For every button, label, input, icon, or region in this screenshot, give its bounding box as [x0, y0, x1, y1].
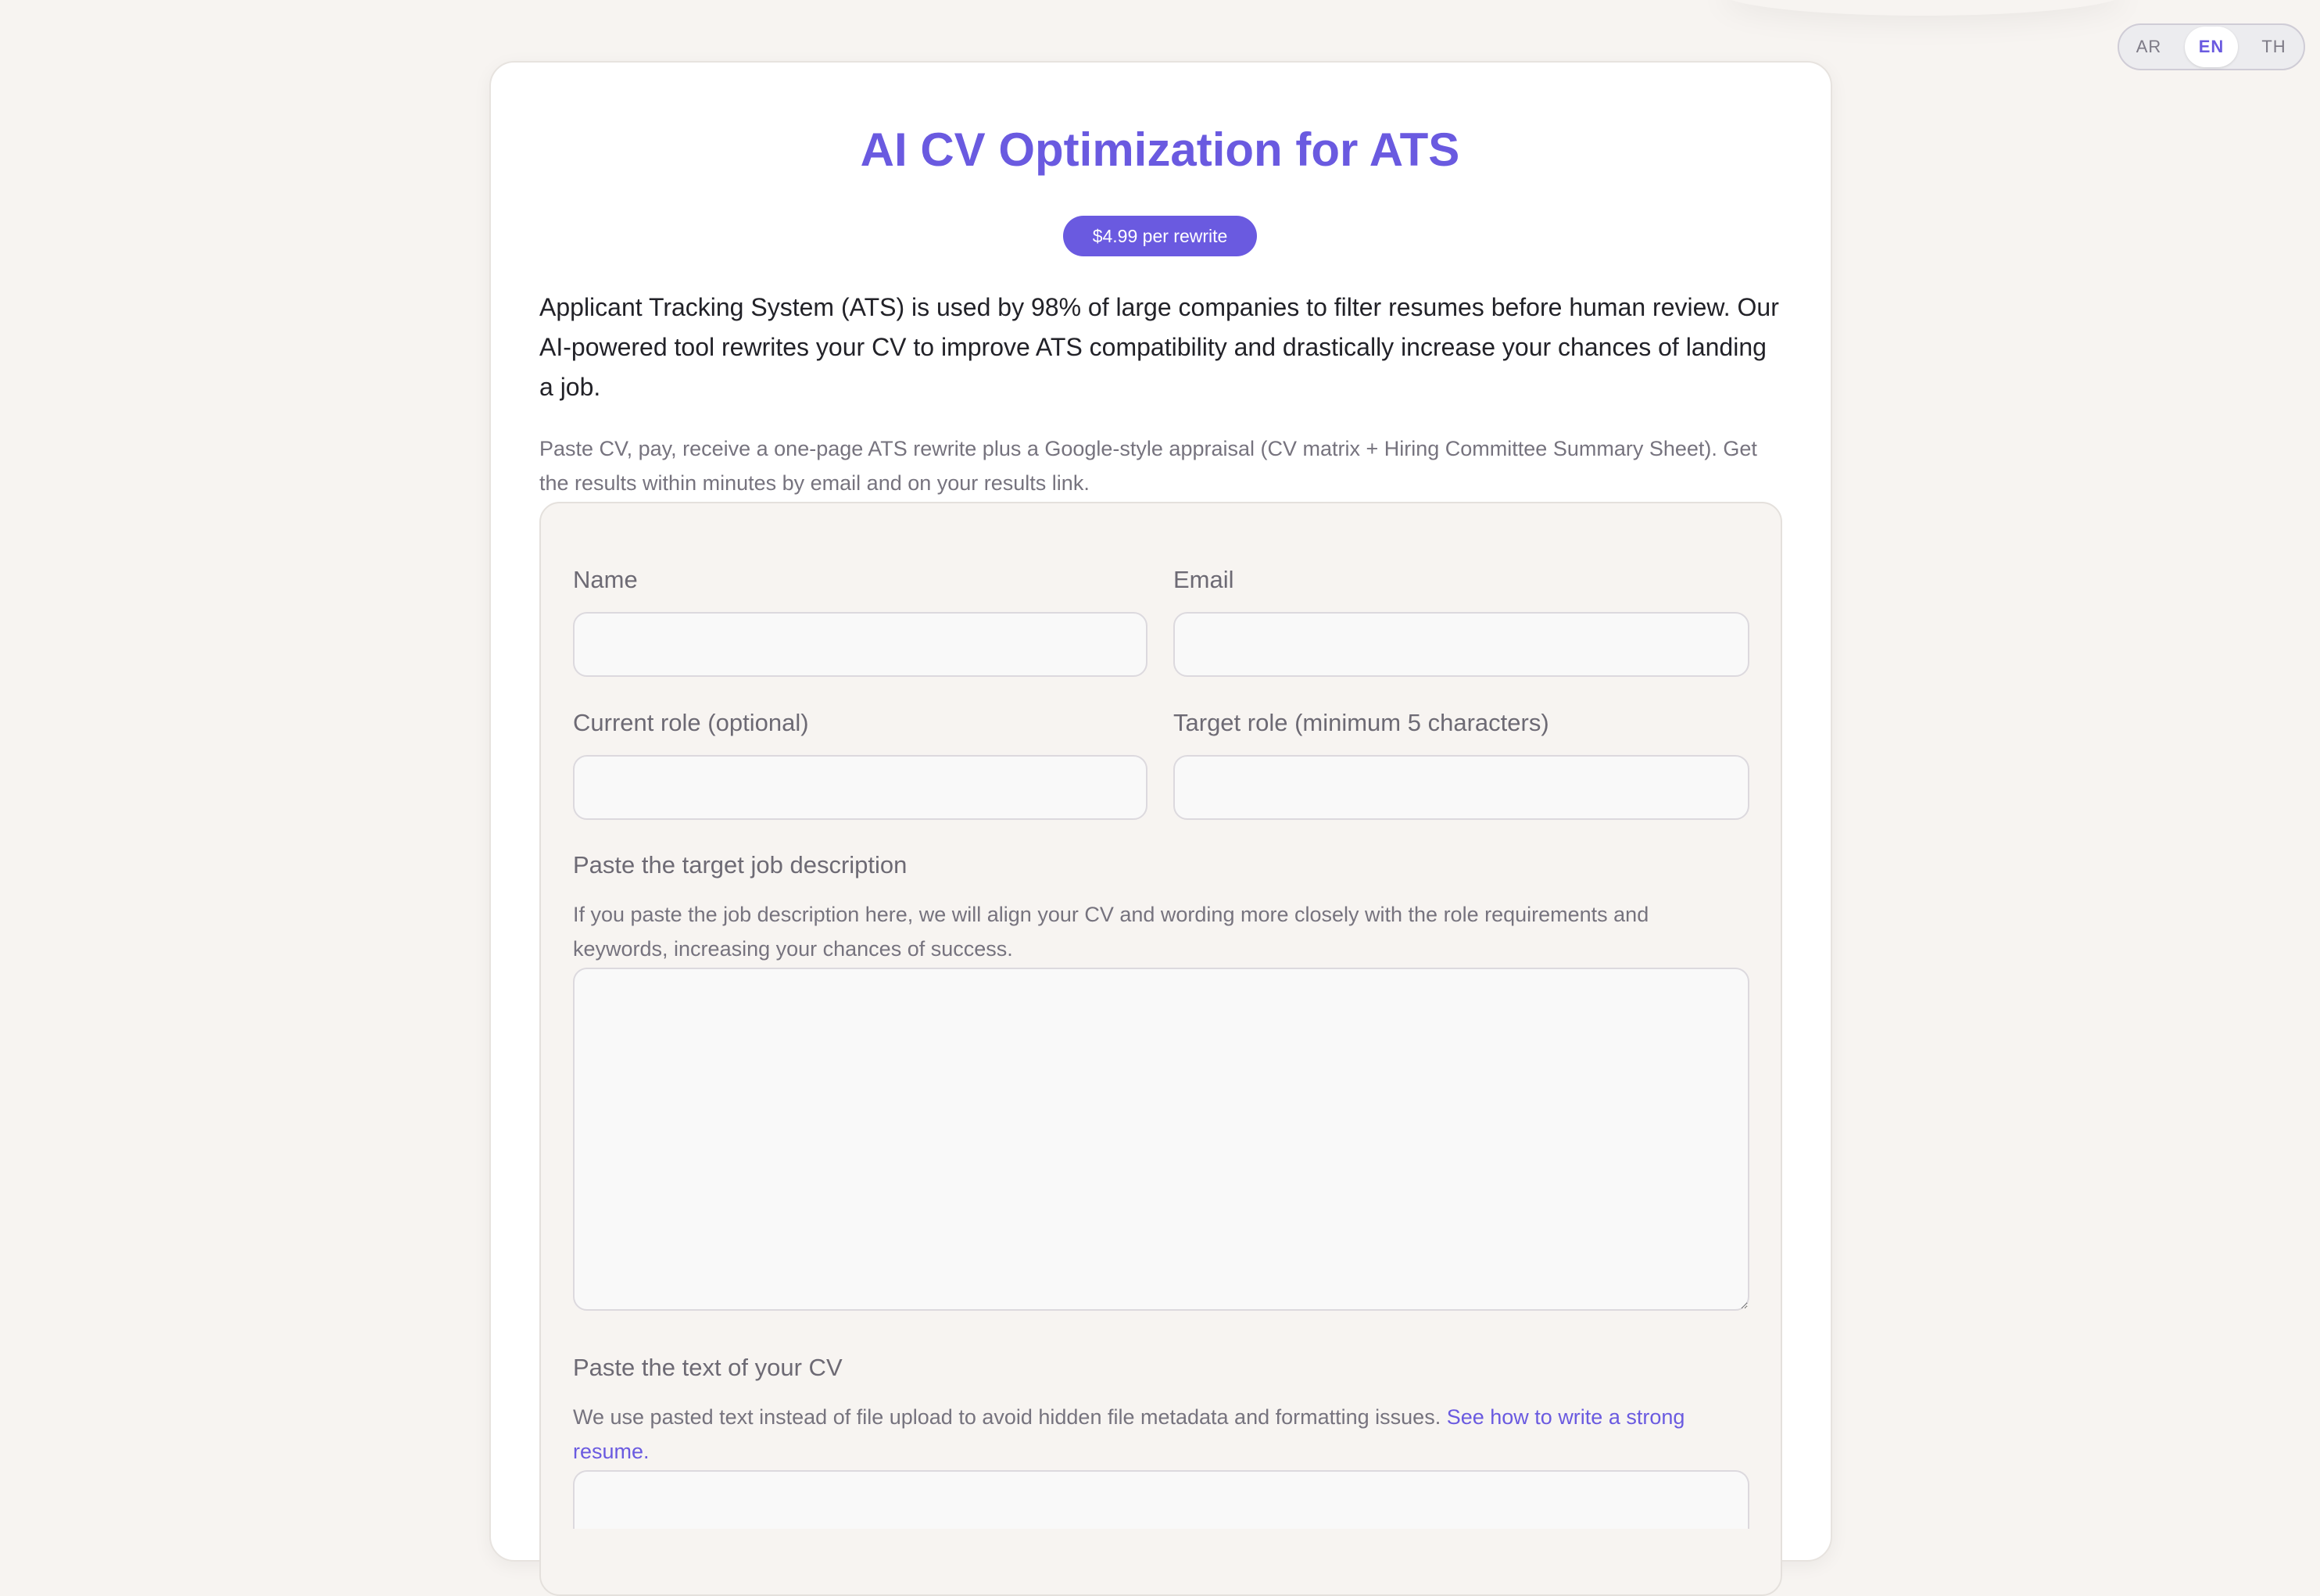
lang-option-th[interactable]: TH — [2261, 37, 2286, 56]
decorative-shadow — [1720, 0, 2126, 16]
name-label: Name — [573, 566, 638, 593]
process-description: Paste CV, pay, receive a one-page ATS rewrite plus a Google-style appraisal (CV matrix + Hiring Committee Summary Sheet). Get the results within minutes by email and on your results link. — [539, 437, 1757, 495]
current-role-label: Current role (optional) — [573, 709, 809, 736]
lang-option-en[interactable]: EN — [2185, 27, 2238, 67]
page-title: AI CV Optimization for ATS — [860, 123, 1460, 176]
cv-text-hint-text: We use pasted text instead of file upload to avoid hidden file metadata and formatting issues. — [573, 1405, 1441, 1429]
language-switcher — [2118, 23, 2305, 70]
price-badge: $4.99 per rewrite — [1063, 216, 1257, 256]
email-label: Email — [1173, 566, 1234, 593]
lang-option-ar[interactable]: AR — [2136, 37, 2162, 56]
name-input[interactable] — [573, 612, 1147, 677]
cv-text-textarea[interactable] — [573, 1470, 1749, 1529]
job-description-label: Paste the target job description — [573, 851, 908, 879]
target-role-label: Target role (minimum 5 characters) — [1173, 709, 1549, 736]
email-input[interactable] — [1173, 612, 1749, 677]
job-description-textarea[interactable] — [573, 968, 1749, 1311]
intro-text: Applicant Tracking System (ATS) is used by 98% of large companies to filter resumes before human review. Our AI-powered tool rewrites your CV to improve ATS compatibility and drastically increase your chances of landing a job. — [539, 293, 1779, 401]
target-role-input[interactable] — [1173, 755, 1749, 820]
job-description-hint: If you paste the job description here, we will align your CV and wording more closely with the role requirements and keywords, increasing your chances of success. — [573, 903, 1649, 961]
resume-guide-link[interactable]: See how to write a strong resume. — [573, 1405, 1685, 1463]
cv-text-hint — [573, 1400, 1749, 1469]
cv-text-label: Paste the text of your CV — [573, 1354, 843, 1381]
current-role-input[interactable] — [573, 755, 1147, 820]
